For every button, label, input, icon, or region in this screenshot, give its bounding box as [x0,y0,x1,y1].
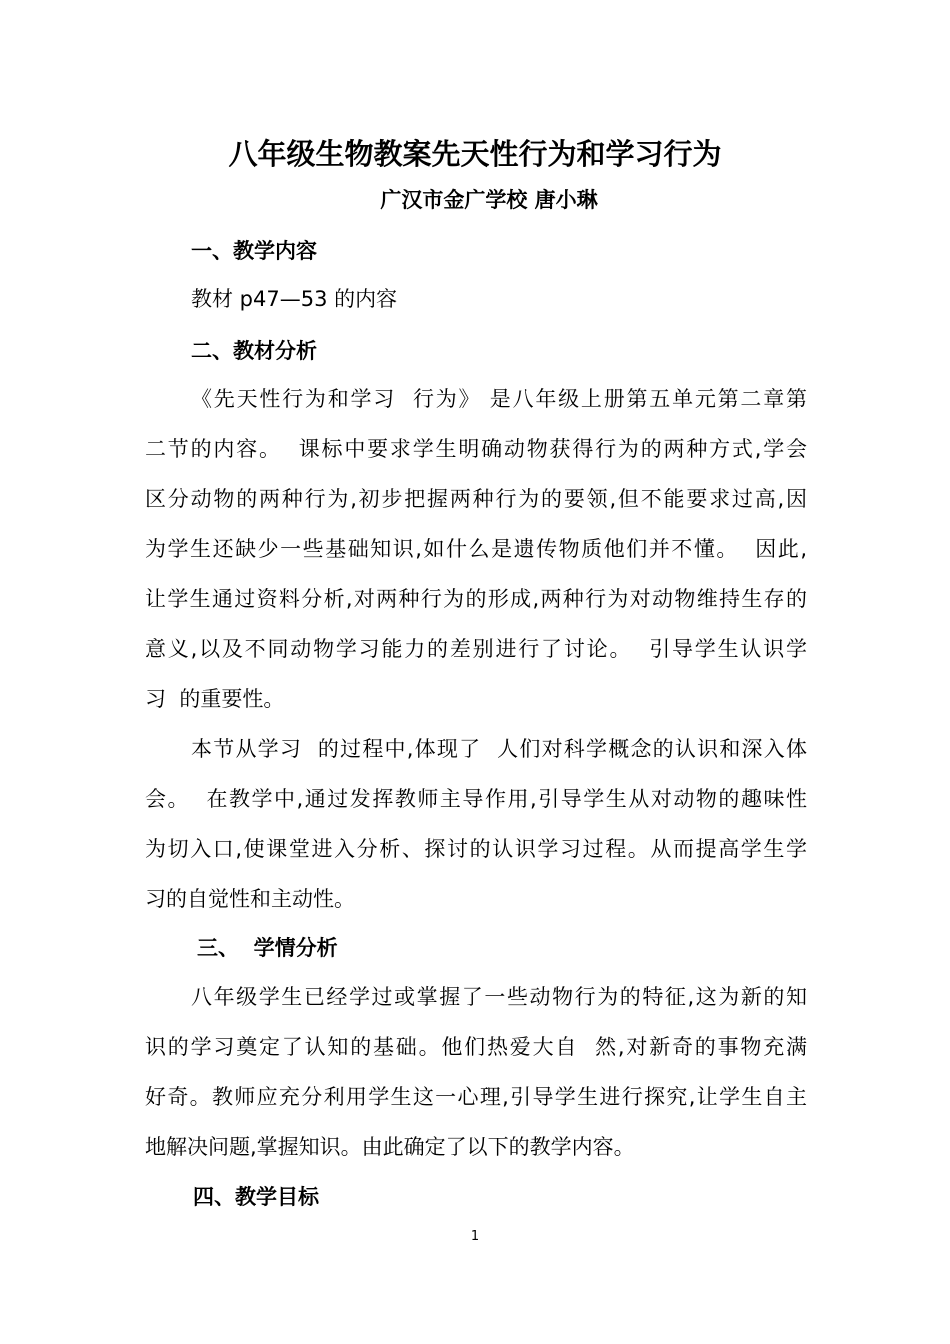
text-line: 教材 p47—53 的内容 [191,287,398,311]
paragraph-learner-analysis [145,972,807,1172]
text-line: 好奇。教师应充分利用学生这一心理,引导学生进行探究,让学生自主 [145,1085,807,1109]
document-subtitle: 广汉市金广学校 唐小琳 [380,188,598,212]
text-line: 意义,以及不同动物学习能力的差别进行了讨论。 引导学生认识学 [145,637,807,661]
section-heading-textbook-analysis: 二、教材分析 [191,339,317,363]
text-line: 习 的重要性。 [145,687,285,711]
paragraph-textbook-analysis-2 [145,724,807,924]
text-line: 《先天性行为和学习 行为》 是八年级上册第五单元第二章第 [191,387,807,411]
text-line: 会。 在教学中,通过发挥教师主导作用,引导学生从对动物的趣味性 [145,787,807,811]
text-line: 二节的内容。 课标中要求学生明确动物获得行为的两种方式,学会 [145,437,807,461]
text-line: 识的学习奠定了认知的基础。他们热爱大自 然,对新奇的事物充满 [145,1035,807,1059]
text-line: 区分动物的两种行为,初步把握两种行为的要领,但不能要求过高,因 [145,487,807,511]
text-line: 为学生还缺少一些基础知识,如什么是遗传物质他们并不懂。 因此, [145,537,807,561]
page-number: 1 [470,1229,480,1244]
text-line: 本节从学习 的过程中,体现了 人们对科学概念的认识和深入体 [191,737,807,761]
section-heading-teaching-content: 一、教学内容 [191,239,317,263]
text-line: 八年级学生已经学过或掌握了一些动物行为的特征,这为新的知 [191,985,807,1009]
text-line: 为切入口,使课堂进入分析、探讨的认识学习过程。从而提高学生学 [145,837,807,861]
paragraph-textbook-analysis-1 [145,374,807,724]
text-line: 让学生通过资料分析,对两种行为的形成,两种行为对动物维持生存的 [145,587,807,611]
section-heading-learner-analysis: 三、 学情分析 [197,936,338,960]
document-title: 八年级生物教案先天性行为和学习行为 [228,137,722,171]
text-line: 习的自觉性和主动性。 [145,887,355,911]
section-heading-teaching-objectives: 四、教学目标 [193,1185,319,1209]
paragraph-teaching-content [191,274,807,324]
text-line: 地解决问题,掌握知识。由此确定了以下的教学内容。 [145,1135,635,1159]
